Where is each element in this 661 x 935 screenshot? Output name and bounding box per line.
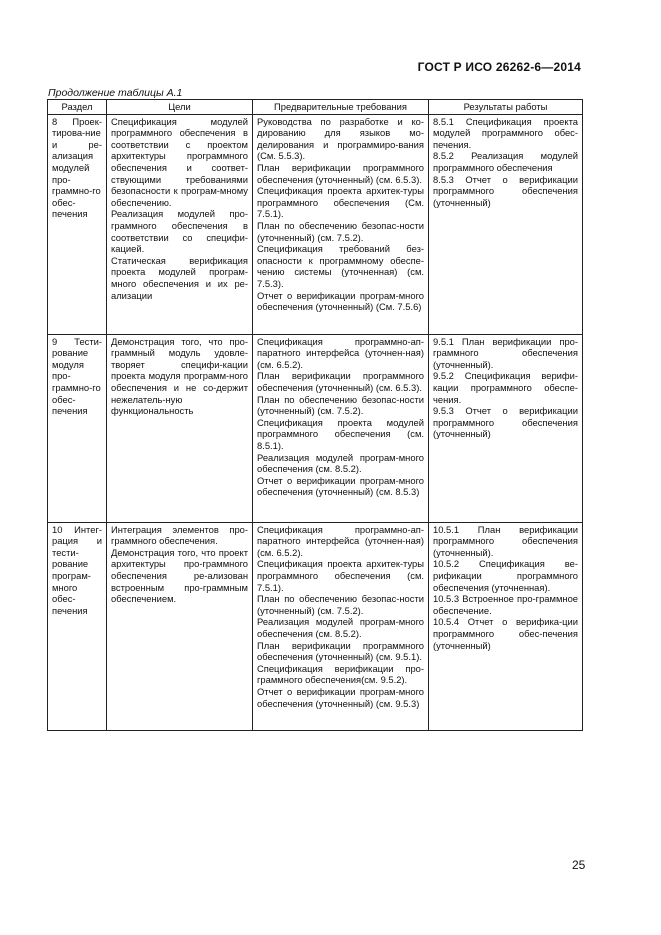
rez-paragraph: 9.5.2 Спецификация верифи-кации программного обеспе-чения. (433, 370, 578, 405)
cell-rez (429, 334, 583, 522)
rez-paragraph: 8.5.2 Реализация модулей программного обеспечения (433, 150, 578, 173)
rez-paragraph: 10.5.4 Отчет о верифика-ции программного обес-печения (уточненный) (433, 616, 578, 651)
treb-paragraph: Реализация модулей програм-много обеспечения (см. 8.5.2). (257, 451, 424, 475)
cell-celi (107, 114, 253, 334)
table-header-row (48, 100, 583, 115)
treb-paragraph: Спецификация программно-ап-паратного интерфейса (уточнен-ная) (см. 6.5.2). (257, 335, 424, 370)
treb-paragraph: План верификации программного обеспечения (уточненный) (см. 6.5.3). (257, 370, 424, 393)
table-row (48, 522, 583, 730)
treb-paragraph: Руководства по разработке и ко-дированию для языков мо-делирования и программиро-вания (См. 5.5.3). (257, 115, 424, 162)
rez-paragraph: 8.5.1 Спецификация проекта модулей программного обес-печения. (433, 115, 578, 150)
treb-paragraph: Спецификация верификации про-граммного обеспечения(см. 9.5.2). (257, 662, 424, 686)
cell-treb (253, 334, 429, 522)
requirements-table (47, 99, 583, 731)
header-rez: Результаты работы (429, 100, 583, 115)
rez-paragraph: 10.5.1 План верификации программного обеспечения (уточненный). (433, 523, 578, 558)
razdel-text: 9 Тести-рование модуля про-граммно-го обес-печения (52, 335, 102, 417)
rez-paragraph: 8.5.3 Отчет о верификации программного обеспечения (уточненный) (433, 173, 578, 208)
celi-paragraph: Интеграция элементов про-граммного обеспечения. (111, 523, 248, 547)
treb-paragraph: Спецификация проекта модулей программного обеспечения (см. 8.5.1). (257, 416, 424, 451)
header-treb: Предварительные требования (253, 100, 429, 115)
treb-paragraph: План верификации программного обеспечения (уточненный) (см. 9.5.1). (257, 639, 424, 663)
treb-paragraph: План по обеспечению безопас-ности (уточненный) (см. 7.5.2). (257, 593, 424, 616)
cell-razdel (48, 334, 107, 522)
cell-treb (253, 522, 429, 730)
treb-paragraph: Спецификация проекта архитек-туры программного обеспечения (см. 7.5.1). (257, 558, 424, 593)
cell-rez (429, 522, 583, 730)
table-row (48, 114, 583, 334)
treb-paragraph: Реализация модулей програм-много обеспечения (см. 8.5.2). (257, 616, 424, 639)
treb-paragraph: Спецификация программно-ап-паратного интерфейса (уточнен-ная) (см. 6.5.2). (257, 523, 424, 558)
cell-treb (253, 114, 429, 334)
header-celi: Цели (107, 100, 253, 115)
celi-paragraph: Реализация модулей про-граммного обеспечения в соответствии со специфи-кацией. (111, 208, 248, 255)
treb-paragraph: План верификации программного обеспечения (уточненный) (см. 6.5.3). (257, 161, 424, 185)
cell-celi (107, 334, 253, 522)
header-razdel: Раздел (48, 100, 107, 115)
table-body (48, 114, 583, 730)
rez-paragraph: 10.5.3 Встроенное про-граммное обеспечение. (433, 593, 578, 616)
treb-paragraph: План по обеспечению безопас-ности (уточненный) (см. 7.5.2). (257, 219, 424, 243)
treb-paragraph: Спецификация требований без-опасности к программному обеспе-чению системы (уточненная) (см. 7.5.3). (257, 243, 424, 289)
rez-paragraph: 9.5.1 План верификации про-граммного обеспечения (уточненный). (433, 335, 578, 370)
treb-paragraph: Отчет о верификации програм-много обеспечения (уточненный) (см. 8.5.3) (257, 474, 424, 498)
treb-paragraph: Отчет о верификации програм-много обеспечения (уточненный) (См. 7.5.6) (257, 289, 424, 313)
razdel-text: 8 Проек-тирова-ние и ре-ализация модулей про-граммно-го обес-печения (52, 115, 102, 220)
treb-paragraph: План по обеспечению безопас-ности (уточненный) (см. 7.5.2). (257, 393, 424, 417)
razdel-text: 10 Интег-рация и тести-рование програм-много обес-печения (52, 523, 102, 616)
rez-paragraph: 9.5.3 Отчет о верификации программного обеспечения (уточненный) (433, 405, 578, 440)
treb-paragraph: Спецификация проекта архитек-туры программного обеспечения (См. 7.5.1). (257, 185, 424, 220)
cell-celi (107, 522, 253, 730)
page-number: 25 (572, 858, 586, 872)
treb-paragraph: Отчет о верификации програм-много обеспечения (уточненный) (см. 9.5.3) (257, 685, 424, 709)
celi-paragraph: Спецификация модулей программного обеспечения в соответствии с проектом архитектуры программного обеспечения и соответ-ствующими требованиями безопасности к програм-мному обеспечению. (111, 115, 248, 208)
cell-rez (429, 114, 583, 334)
cell-razdel (48, 114, 107, 334)
table-caption: Продолжение таблицы А.1 (48, 87, 183, 99)
celi-paragraph: Статическая верификация проекта модулей програм-много обеспечения и их ре-ализации (111, 254, 248, 301)
celi-paragraph: Демонстрация того, что про-граммный модуль удовле-творяет специфи-кации проекта модуля программ-ного обеспечения и не со-держит нежелатель-ную функциональность (111, 335, 248, 417)
doc-title: ГОСТ Р ИСО 26262-6—2014 (417, 60, 581, 74)
rez-paragraph: 10.5.2 Спецификация ве-рификации программного обеспечения (уточненная). (433, 558, 578, 593)
table-row (48, 334, 583, 522)
celi-paragraph: Демонстрация того, что проект архитектуры про-граммного обеспечения ре-ализован встроенным про-граммным обеспечением. (111, 546, 248, 605)
cell-razdel (48, 522, 107, 730)
